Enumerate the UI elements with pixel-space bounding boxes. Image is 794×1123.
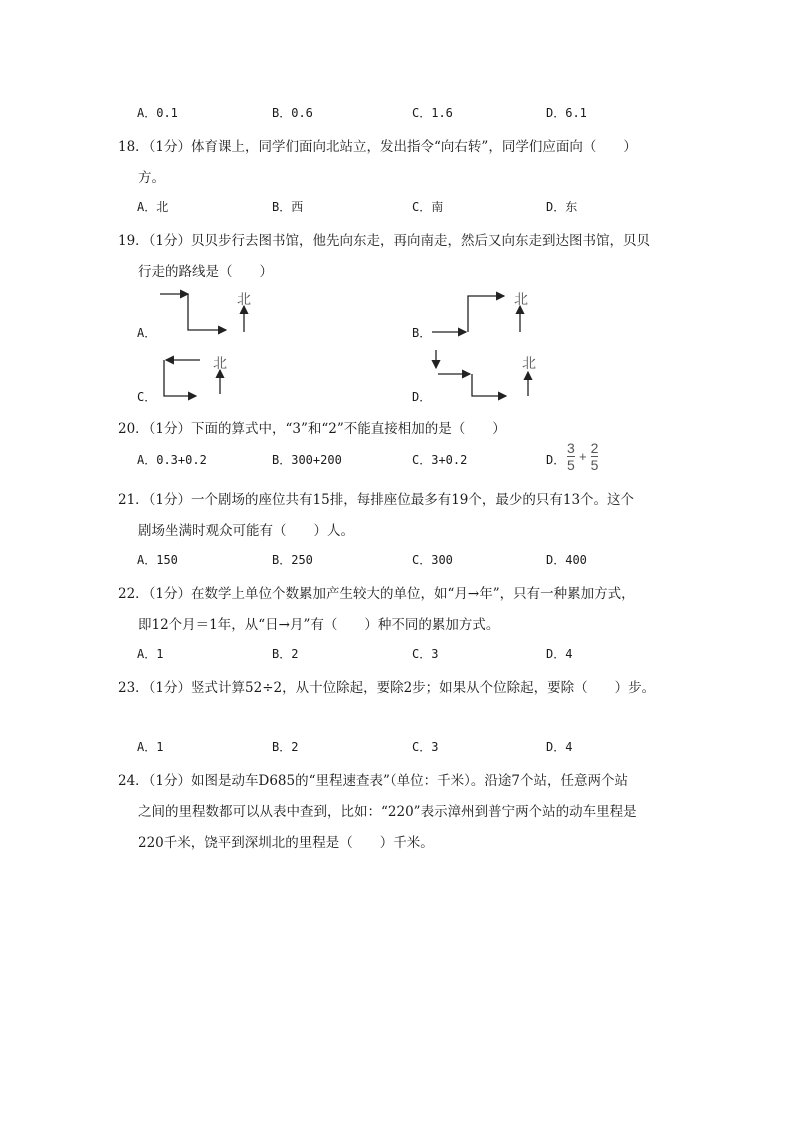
q20-option-b[interactable]: B．300+200 — [272, 453, 342, 467]
q21-stem-line2: 剧场坐满时观众可能有（ ）人。 — [138, 523, 354, 539]
q18-option-c[interactable]: C．南 — [412, 200, 444, 214]
fraction-2-5: $\frac{2}{5}$ — [590, 440, 599, 473]
q18-option-d[interactable]: D．东 — [546, 200, 578, 214]
q19-option-b-label[interactable]: B． — [412, 326, 432, 340]
q18-option-b[interactable]: B．西 — [272, 200, 304, 214]
q22-stem-line2: 即12个月＝1年，从“日→月”有（ ）种不同的累加方式。 — [138, 617, 500, 633]
q18-option-a[interactable]: A．北 — [137, 200, 169, 214]
q20-stem-line1: 20．（1分）下面的算式中，“3”和“2”不能直接相加的是（ ） — [118, 421, 506, 437]
q23-option-a[interactable]: A．1 — [137, 740, 164, 754]
q23-option-d[interactable]: D．4 — [546, 740, 573, 754]
q22-option-c[interactable]: C．3 — [412, 647, 439, 661]
q23-stem-line1: 23．（1分）竖式计算52÷2，从十位除起，要除2步；如果从个位除起，要除（ ）步。 — [118, 680, 656, 696]
q19-option-c-label[interactable]: C． — [137, 390, 157, 404]
q17-option-d[interactable]: D．6.1 — [546, 106, 587, 120]
q19-north-label-c: 北 — [213, 356, 227, 372]
q18-stem-line1: 18．（1分）体育课上，同学们面向北站立，发出指令“向右转”，同学们应面向（ ） — [118, 139, 637, 155]
q21-option-d[interactable]: D．400 — [546, 553, 587, 567]
q19-stem-line2: 行走的路线是（ ） — [138, 264, 273, 280]
q21-option-a[interactable]: A．150 — [137, 553, 178, 567]
q18-stem-line2: 方。 — [138, 170, 165, 186]
q19-option-d-label[interactable]: D． — [412, 390, 432, 404]
q17-option-a[interactable]: A．0.1 — [137, 106, 178, 120]
q19-north-label-a: 北 — [237, 292, 251, 308]
q20-option-a[interactable]: A．0.3+0.2 — [137, 453, 207, 467]
q17-option-b[interactable]: B．0.6 — [272, 106, 313, 120]
q22-option-d[interactable]: D．4 — [546, 647, 573, 661]
q21-option-c[interactable]: C．300 — [412, 553, 453, 567]
q22-stem-line1: 22．（1分）在数学上单位个数累加产生较大的单位，如“月→年”，只有一种累加方式， — [118, 586, 635, 602]
q19-north-label-d: 北 — [522, 356, 536, 372]
q20-option-d[interactable] — [546, 451, 565, 468]
q17-option-c[interactable]: C．1.6 — [412, 106, 453, 120]
q24-stem-line1: 24．（1分）如图是动车D685的“里程速查表”（单位：千米）。沿途7个站，任意两个站 — [118, 773, 628, 789]
q20-option-d-label: D． — [546, 453, 566, 467]
q24-stem-line3: 220千米，饶平到深圳北的里程是（ ）千米。 — [138, 835, 434, 851]
q19-stem-line1: 19．（1分）贝贝步行去图书馆，他先向东走，再向南走，然后又向东走到达图书馆，贝贝 — [118, 233, 651, 249]
q20-option-c[interactable]: C．3+0.2 — [412, 453, 468, 467]
fraction-3-5: $\frac{3}{5}$ — [567, 440, 575, 473]
q19-route-a[interactable] — [160, 286, 270, 336]
q23-option-c[interactable]: C．3 — [412, 740, 439, 754]
q20-option-d-expression: $\frac{3}{5}$ + $\frac{2}{5}$ — [567, 440, 599, 473]
q24-stem-line2: 之间的里程数都可以从表中查到，比如：“220”表示漳州到普宁两个站的动车里程是 — [138, 804, 637, 820]
q22-option-b[interactable]: B．2 — [272, 647, 299, 661]
q21-stem-line1: 21．（1分）一个剧场的座位共有15排，每排座位最多有19个，最少的只有13个。这个 — [118, 492, 635, 508]
q19-north-label-b: 北 — [514, 292, 528, 308]
q19-option-a-label[interactable]: A． — [137, 326, 157, 340]
q22-option-a[interactable]: A．1 — [137, 647, 164, 661]
q23-option-b[interactable]: B．2 — [272, 740, 299, 754]
q21-option-b[interactable]: B．250 — [272, 553, 313, 567]
